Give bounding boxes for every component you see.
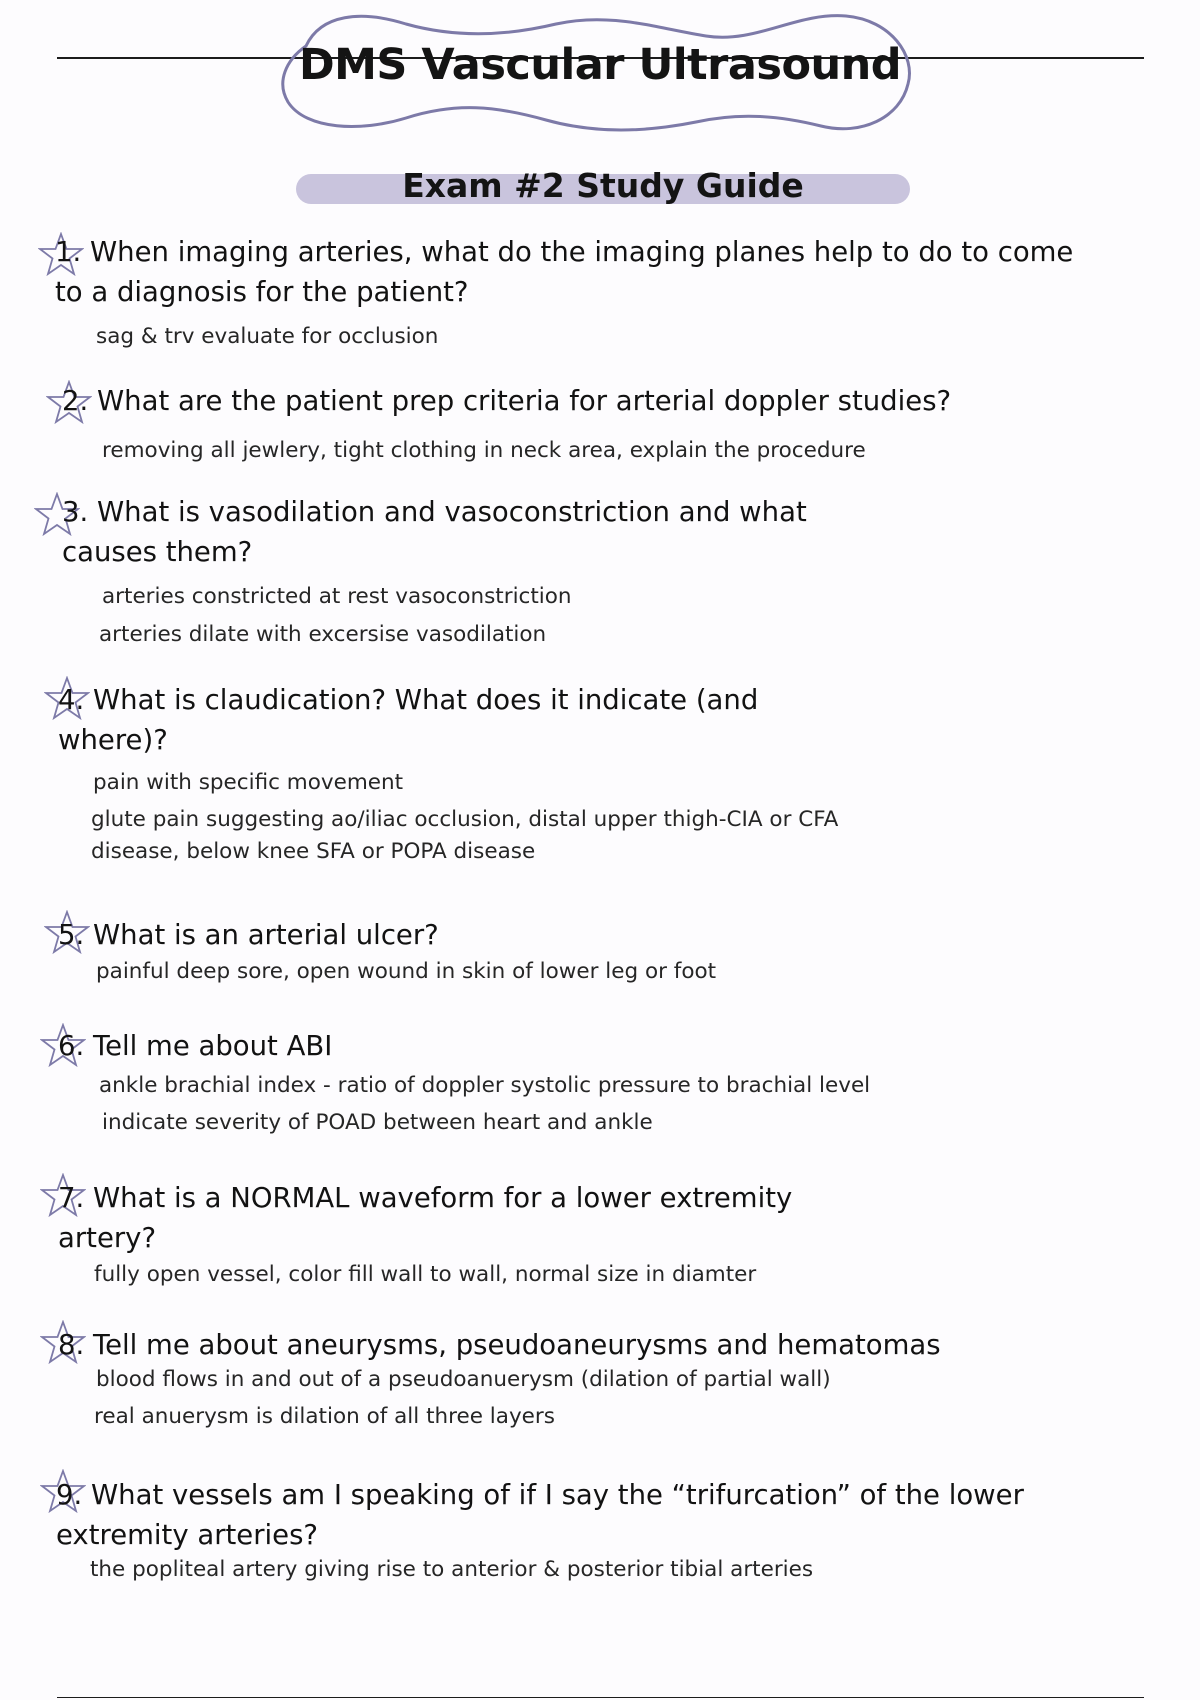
question-text: 1. When imaging arteries, what do the imaging planes help to do to come to a diagnosis for the patient? <box>55 236 1074 308</box>
question-text: 9. What vessels am I speaking of if I say the “trifurcation” of the lower extremity arteries? <box>56 1479 1024 1551</box>
answer-line: indicate severity of POAD between heart and ankle <box>102 1110 653 1135</box>
page-subtitle: Exam #2 Study Guide <box>402 166 804 205</box>
answer-line: ankle brachial index - ratio of doppler systolic pressure to brachial level <box>99 1073 871 1098</box>
answer-line: arteries constricted at rest vasoconstriction <box>102 584 572 609</box>
answer-line: blood flows in and out of a pseudoanuerysm (dilation of partial wall) <box>96 1367 831 1392</box>
answer-line: removing all jewlery, tight clothing in neck area, explain the procedure <box>102 438 866 463</box>
question-text: 2. What are the patient prep criteria for arterial doppler studies? <box>62 385 952 417</box>
question-text: 7. What is a NORMAL waveform for a lower extremity artery? <box>58 1182 793 1254</box>
answer-line: pain with specific movement <box>93 770 404 795</box>
answer-line: painful deep sore, open wound in skin of lower leg or foot <box>96 959 717 984</box>
answer-line: fully open vessel, color fill wall to wall, normal size in diamter <box>94 1262 757 1287</box>
answer-line: disease, below knee SFA or POPA disease <box>91 839 536 864</box>
answer-line: arteries dilate with excersise vasodilation <box>99 622 547 647</box>
bottom-rule <box>57 1697 1144 1698</box>
question-text: 6. Tell me about ABI <box>58 1030 333 1062</box>
question-text: 3. What is vasodilation and vasoconstriction and what causes them? <box>62 496 807 568</box>
question-text: 5. What is an arterial ulcer? <box>58 919 439 951</box>
page-title: DMS Vascular Ultrasound <box>298 40 902 90</box>
answer-line: the popliteal artery giving rise to anterior & posterior tibial arteries <box>90 1557 814 1582</box>
answer-line: real anuerysm is dilation of all three layers <box>94 1404 555 1429</box>
answer-line: glute pain suggesting ao/iliac occlusion, distal upper thigh-CIA or CFA <box>91 807 839 832</box>
question-text: 4. What is claudication? What does it indicate (and where)? <box>58 684 759 756</box>
question-text: 8. Tell me about aneurysms, pseudoaneurysms and hematomas <box>58 1329 941 1361</box>
answer-line: sag & trv evaluate for occlusion <box>96 324 439 349</box>
